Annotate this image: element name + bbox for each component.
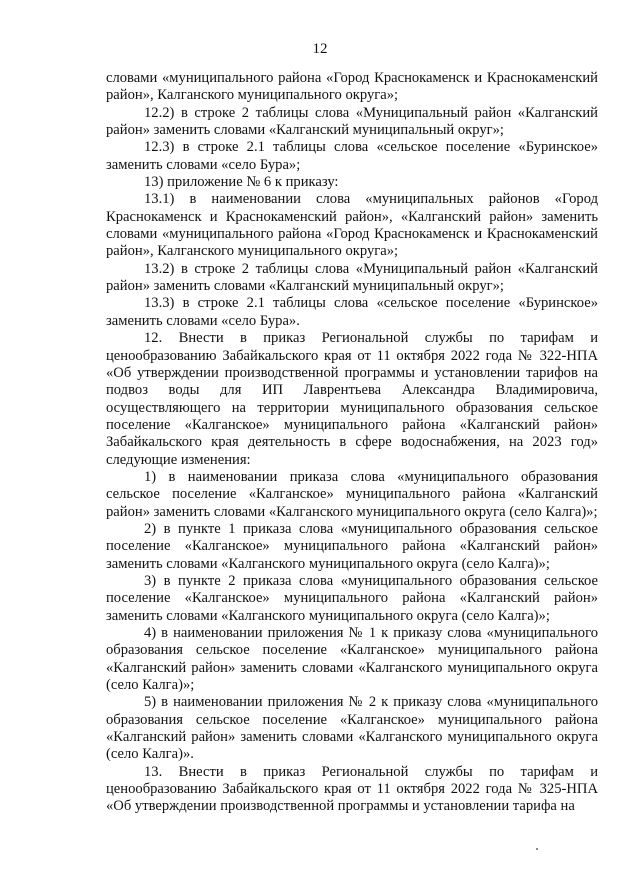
paragraph: словами «муниципального района «Город Краснокаменск и Краснокаменский район», Калганского муниципального округа»; [106, 70, 598, 104]
paragraph: 4) в наименовании приложения № 1 к приказу слова «муниципального образования сельское поселение «Калганское» муниципального района «Калганский район» заменить словами «Калганского муниципального округа (село Калга)»; [106, 625, 598, 694]
paragraph: 13.3) в строке 2.1 таблицы слова «сельское поселение «Буринское» заменить словами «село Бура». [106, 295, 598, 329]
paragraph: 13.2) в строке 2 таблицы слова «Муниципальный район «Калганский район» заменить словами «Калганский муниципальный округ»; [106, 260, 598, 295]
page-number: 12 [312, 41, 328, 57]
paragraph: 5) в наименовании приложения № 2 к приказу слова «муниципального образования сельское поселение «Калганское» муниципального района «Калганский район» заменить словами «Калганского муниципального округа (село Калга)». [106, 694, 598, 763]
paragraph: 13) приложение № 6 к приказу: [144, 174, 339, 191]
paragraph: 13.1) в наименовании слова «муниципальных районов «Город Краснокаменск и Краснокаменский район», «Калганский район» заменить словами «муниципального района «Город Краснокаменск и Краснокаменский район», Калганского муниципального округа»; [106, 191, 598, 260]
paragraph: 12.3) в строке 2.1 таблицы слова «сельское поселение «Буринское» заменить словами «село Бура»; [106, 139, 598, 173]
paragraph: 12.2) в строке 2 таблицы слова «Муниципальный район «Калганский район» заменить словами «Калганский муниципальный округ»; [106, 104, 598, 139]
paragraph: 13. Внести в приказ Региональной службы по тарифам и ценообразованию Забайкальского края от 11 октября 2022 года № 325-НПА «Об утверждении производственной программы и установлении тарифа на [106, 763, 598, 815]
paragraph: 3) в пункте 2 приказа слова «муниципального образования сельское поселение «Калганское» муниципального района «Калганский район» заменить словами «Калганского муниципального округа (село Калга)»; [106, 572, 598, 624]
paragraph: 2) в пункте 1 приказа слова «муниципального образования сельское поселение «Калганское» муниципального района «Калганский район» заменить словами «Калганского муниципального округа (село Калга)»; [106, 520, 598, 572]
document-body [106, 70, 598, 816]
scan-speck [536, 848, 538, 850]
paragraph: 1) в наименовании приказа слова «муниципального образования сельское поселение «Калганское» муниципального района «Калганский район» заменить словами «Калганского муниципального округа (село Калга)»; [106, 468, 598, 520]
paragraph: 12. Внести в приказ Региональной службы по тарифам и ценообразованию Забайкальского края от 11 октября 2022 года № 322-НПА «Об утверждении производственной программы и установлении тарифов на подвоз воды для ИП Лаврентьева Александра Владимировича, осуществляющего на территории муниципального образования сельское поселение «Калганское» муниципального района «Калганский район» Забайкальского края деятельность в сфере водоснабжения, на 2023 год» следующие изменения: [106, 330, 598, 468]
